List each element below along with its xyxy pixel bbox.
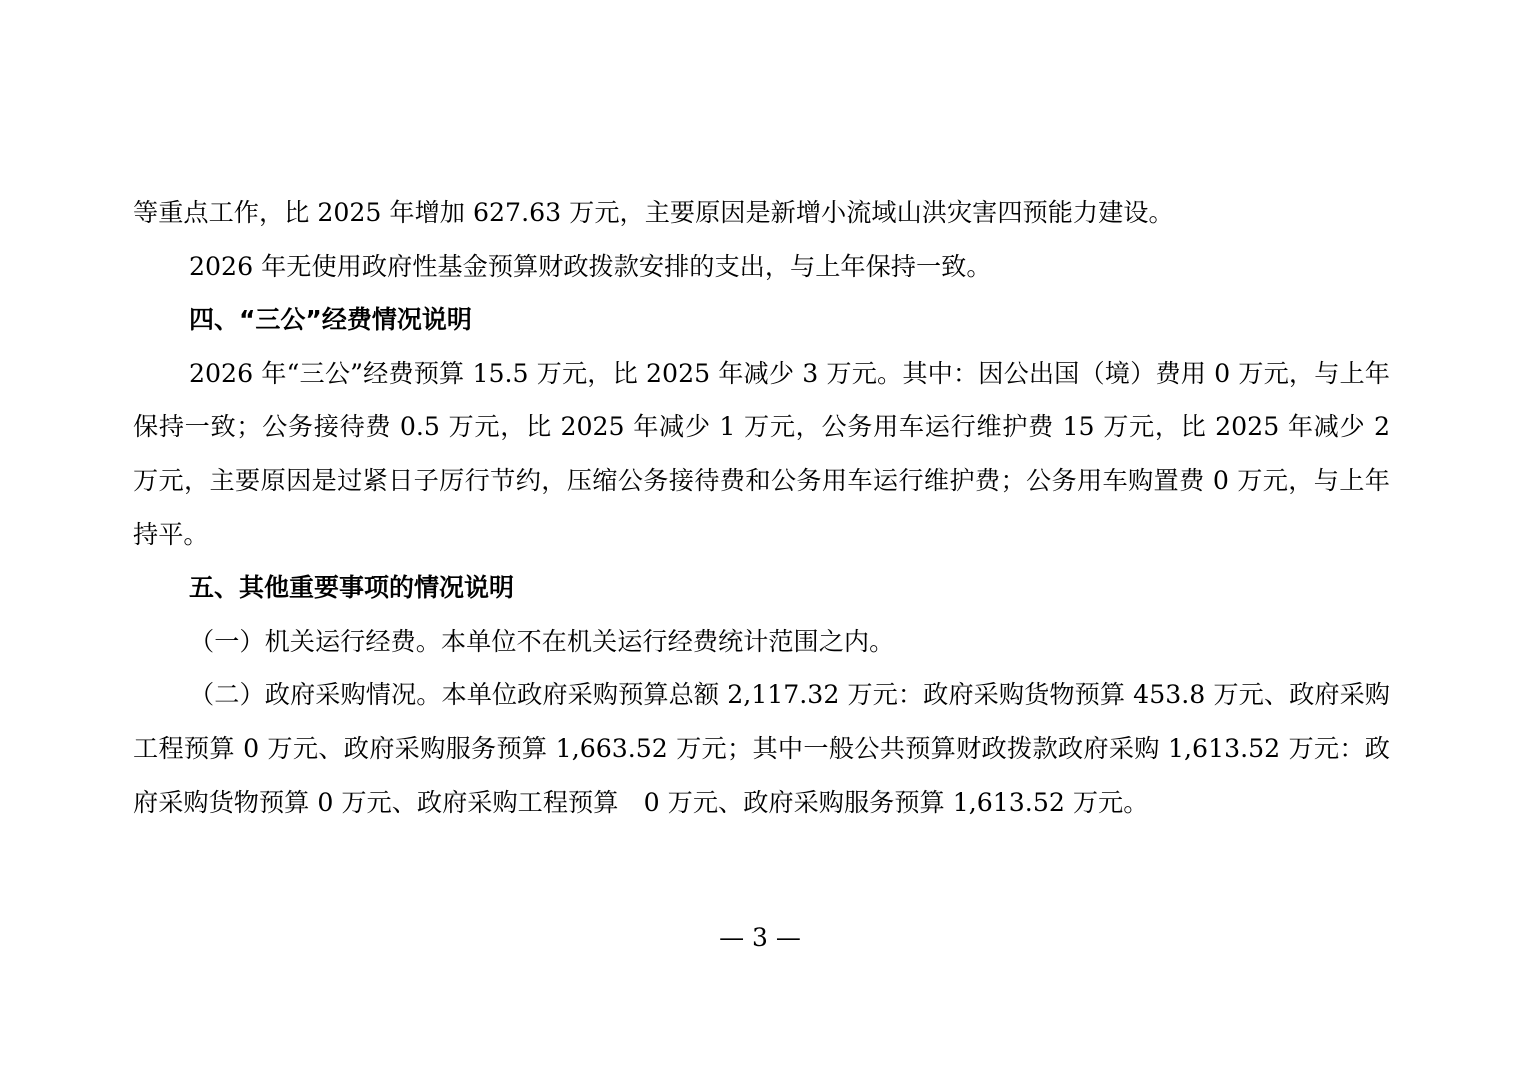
paragraph-operating-expenses: （一）机关运行经费。本单位不在机关运行经费统计范围之内。 <box>189 626 895 656</box>
section-heading-three-public: 四、“三公”经费情况说明 <box>189 305 472 335</box>
paragraph-government-procurement: （二）政府采购情况。本单位政府采购预算总额 2,117.32 万元：政府采购货物预算 453.8 万元、政府采购工程预算 0 万元、政府采购服务预算 1,663.52 万元；其中一般公共预算财政拨款政府采购 1,613.52 万元：政府采购货物预算 0 万元、政府采购工程预算 0 万元、政府采购服务预算 1,613.52 万元。 <box>133 680 1390 817</box>
paragraph-government-fund: 2026 年无使用政府性基金预算财政拨款安排的支出，与上年保持一致。 <box>189 251 992 281</box>
paragraph-three-public-budget: 2026 年“三公”经费预算 15.5 万元，比 2025 年减少 3 万元。其中：因公出国（境）费用 0 万元，与上年保持一致；公务接待费 0.5 万元，比 2025 年减少 1 万元，公务用车运行维护费 15 万元，比 2025 年减少 2 万元，主要原因是过紧日子厉行节约，压缩公务接待费和公务用车运行维护费；公务用车购置费 0 万元，与上年持平。 <box>133 358 1390 549</box>
document-body <box>133 186 1390 829</box>
page-number: — 3 — <box>719 923 801 952</box>
section-heading-other-matters: 五、其他重要事项的情况说明 <box>189 573 515 603</box>
paragraph-continuation: 等重点工作，比 2025 年增加 627.63 万元，主要原因是新增小流域山洪灾害四预能力建设。 <box>133 198 1174 227</box>
